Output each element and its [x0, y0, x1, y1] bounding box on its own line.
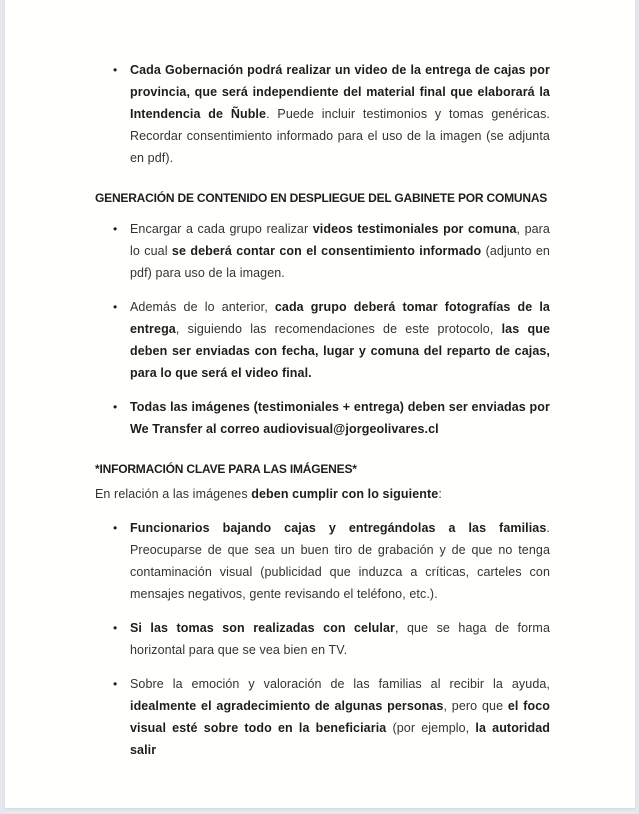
bullet-item [95, 59, 550, 169]
bullet-icon: • [113, 300, 118, 314]
text-run-bold: las que deben ser enviadas con fecha, lugar y comuna del reparto de cajas, para lo que será el video final. [130, 322, 550, 380]
paragraph [95, 483, 550, 505]
bullet-item [95, 396, 550, 440]
document-body [95, 59, 550, 761]
text-run-bold: el foco visual esté sobre todo en la beneficiaria [130, 699, 551, 735]
text-run: , que se haga de forma horizontal para que se vea bien en TV. [130, 621, 550, 657]
text-run-bold: cada grupo deberá tomar fotografías de la entrega [130, 300, 550, 336]
text-run: , pero que [443, 699, 508, 713]
bullet-text [130, 59, 550, 169]
text-run-bold: Todas las imágenes (testimoniales + entrega) deben ser enviadas por We Transfer al correo audiovisual@jorgeolivares.cl [130, 400, 550, 436]
bullet-icon: • [113, 521, 118, 535]
bullet-text [130, 396, 550, 440]
bullet-item [95, 218, 550, 284]
text-run: : [438, 487, 442, 501]
text-run-bold: se deberá contar con el consentimiento informado [171, 244, 482, 258]
text-run-bold: GENERACIÓN DE CONTENIDO EN DESPLIEGUE DEL GABINETE POR COMUNAS [95, 191, 548, 205]
text-run-bold: la autoridad salir [130, 721, 550, 757]
bullet-icon: • [113, 63, 118, 77]
text-run-bold: videos testimoniales por comuna [312, 222, 517, 236]
bullet-icon: • [113, 400, 118, 414]
text-run: En relación a las imágenes [95, 487, 252, 501]
text-run: , siguiendo las recomendaciones de este protocolo, [175, 322, 502, 336]
bullet-icon: • [113, 677, 118, 691]
bullet-item [95, 673, 550, 761]
bullet-text [130, 517, 550, 605]
text-run: (por ejemplo, [386, 721, 476, 735]
document-page [5, 0, 635, 808]
heading [95, 458, 550, 480]
bullet-text [130, 617, 550, 661]
text-run-bold: *INFORMACIÓN CLAVE PARA LAS IMÁGENES* [95, 462, 357, 476]
bullet-icon: • [113, 621, 118, 635]
text-run-bold: Cada Gobernación podrá realizar un video de la entrega de cajas por provincia, que será independiente del material final que elaborará la Intendencia de Ñuble [130, 63, 550, 121]
text-run-bold: Si las tomas son realizadas con celular [130, 621, 396, 635]
text-run: . Preocuparse de que sea un buen tiro de grabación y de que no tenga contaminación visual (publicidad que induzca a críticas, carteles con mensajes negativos, gente revisando el teléfono, etc.). [130, 521, 550, 601]
text-run: Además de lo anterior, [130, 300, 275, 314]
text-run-bold: deben cumplir con lo siguiente [251, 487, 439, 501]
bullet-item [95, 617, 550, 661]
text-run: , para lo cual [130, 222, 550, 258]
bullet-item [95, 296, 550, 384]
heading [95, 187, 550, 209]
text-run: . Puede incluir testimonios y tomas genéricas. Recordar consentimiento informado para el uso de la imagen (se adjunta en pdf). [130, 107, 550, 165]
bullet-item [95, 517, 550, 605]
bullet-icon: • [113, 222, 118, 236]
bullet-text [130, 296, 550, 384]
bullet-text [130, 673, 550, 761]
text-run-bold: idealmente el agradecimiento de algunas personas [130, 699, 444, 713]
bullet-text [130, 218, 550, 284]
text-run: Sobre la emoción y valoración de las familias al recibir la ayuda, [130, 677, 550, 691]
text-run: Encargar a cada grupo realizar [130, 222, 313, 236]
text-run: (adjunto en pdf) para uso de la imagen. [130, 244, 550, 280]
text-run-bold: Funcionarios bajando cajas y entregándolas a las familias [130, 521, 547, 535]
